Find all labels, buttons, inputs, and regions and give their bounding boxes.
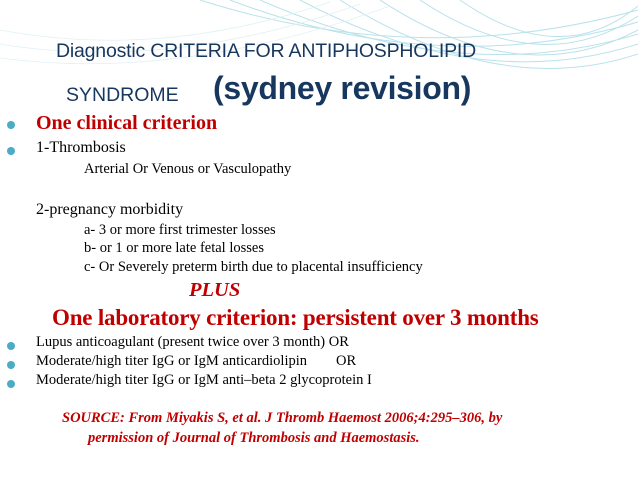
pregnancy-item: a- 3 or more first trimester losses: [84, 222, 276, 238]
laboratory-criterion-heading: One laboratory criterion: persistent over 3 months: [52, 305, 539, 330]
pregnancy-item: c- Or Severely preterm birth due to placental insufficiency: [84, 259, 423, 275]
source-citation-line2: permission of Journal of Thrombosis and Haemostasis.: [88, 430, 420, 446]
bullet-dot-icon: [7, 380, 15, 388]
bullet-dot-icon: [7, 121, 15, 129]
slide-title-line2-large: (sydney revision): [213, 70, 472, 106]
lab-item: Moderate/high titer IgG or IgM anti–beta 2 glycoprotein I: [36, 372, 372, 388]
pregnancy-item: b- or 1 or more late fetal losses: [84, 240, 264, 256]
bullet-dot-icon: [7, 342, 15, 350]
thrombosis-detail: Arterial Or Venous or Vasculopathy: [84, 161, 292, 177]
thrombosis-label: 1-Thrombosis: [36, 139, 126, 156]
source-citation-line1: SOURCE: From Miyakis S, et al. J Thromb Haemost 2006;4:295–306, by: [62, 410, 503, 426]
lab-item: Moderate/high titer IgG or IgM anticardiolipin OR: [36, 353, 357, 369]
slide-title-line2-small: SYNDROME: [66, 84, 179, 106]
bullet-dot-icon: [7, 361, 15, 369]
clinical-criterion-heading: One clinical criterion: [36, 112, 218, 134]
lab-item: Lupus anticoagulant (present twice over 3 month) OR: [36, 334, 349, 350]
slide-title-line1: Diagnostic CRITERIA FOR ANTIPHOSPHOLIPID: [56, 40, 477, 62]
pregnancy-morbidity-label: 2-pregnancy morbidity: [36, 201, 184, 218]
bullet-dot-icon: [7, 147, 15, 155]
plus-label: PLUS: [189, 279, 241, 301]
